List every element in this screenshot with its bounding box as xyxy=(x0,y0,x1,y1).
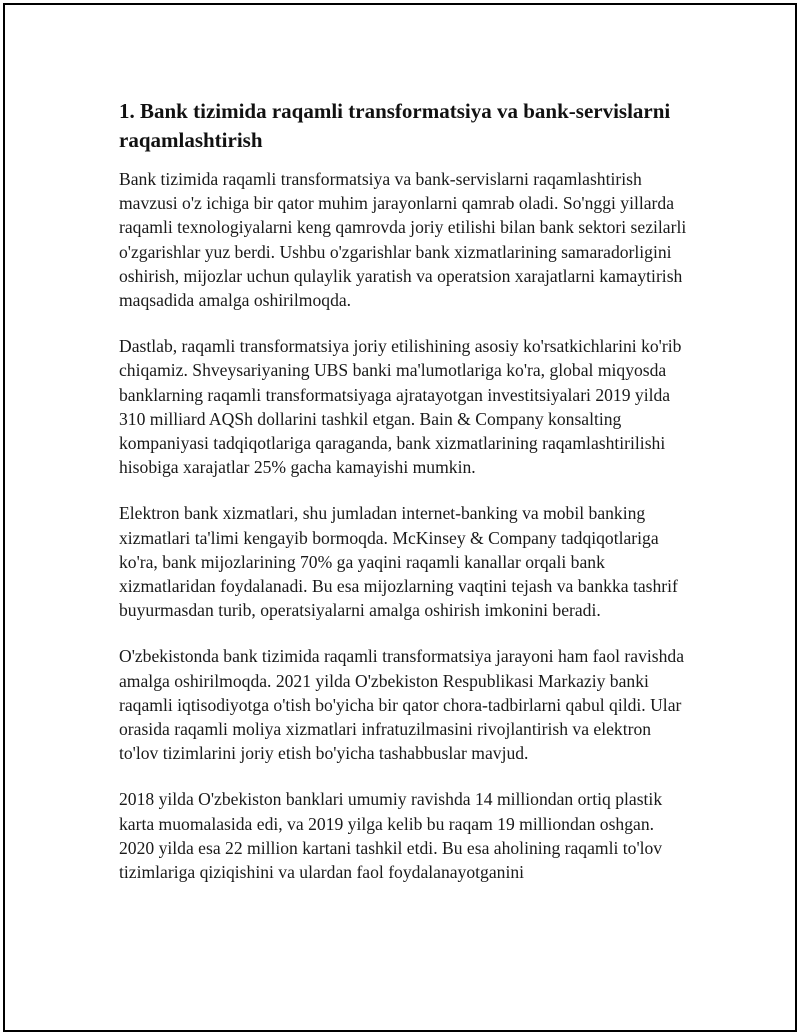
section-heading: 1. Bank tizimida raqamli transformatsiya va bank-servislarni raqamlashtirish xyxy=(119,99,671,152)
paragraph-3: Elektron bank xizmatlari, shu jumladan internet-banking va mobil banking xizmatlari ta'limi kengayib bormoqda. McKinsey & Company tadqiqotlariga ko'ra, bank mijozlarining 70% ga yaqini raqamli kanallar orqali bank xizmatlaridan foydalanadi. Bu esa mijozlarning vaqtini tejash va bankka tashrif buyurmasdan turib, operatsiyalarni amalga oshirish imkonini beradi. xyxy=(119,503,678,621)
paragraph-1: Bank tizimida raqamli transformatsiya va bank-servislarni raqamlashtirish mavzusi o'z ichiga bir qator muhim jarayonlarni qamrab oladi. So'nggi yillarda raqamli texnologiyalarni keng qamrovda joriy etilishi bilan bank sektori sezilarli o'zgarishlar yuz berdi. Ushbu o'zgarishlar bank xizmatlarining samaradorligini oshirish, mijozlar uchun qulaylik yaratish va operatsion xarajatlarni kamaytirish maqsadida amalga oshirilmoqda. xyxy=(119,169,687,311)
document-body xyxy=(119,97,689,906)
document-page xyxy=(3,3,797,1032)
paragraph-2: Dastlab, raqamli transformatsiya joriy etilishining asosiy ko'rsatkichlarini ko'rib chiqamiz. Shveysariyaning UBS banki ma'lumotlariga ko'ra, global miqyosda banklarning raqamli transformatsiyaga ajratayotgan investitsiyalari 2019 yilda 310 milliard AQSh dollarini tashkil etgan. Bain & Company konsalting kompaniyasi tadqiqotlariga qaraganda, bank xizmatlarining raqamlashtirilishi hisobiga xarajatlar 25% gacha kamayishi mumkin. xyxy=(119,336,682,478)
paragraph-5: 2018 yilda O'zbekiston banklari umumiy ravishda 14 milliondan ortiq plastik karta muomalasida edi, va 2019 yilga kelib bu raqam 19 milliondan oshgan. 2020 yilda esa 22 million kartani tashkil etdi. Bu esa aholining raqamli to'lov tizimlariga qiziqishini va ulardan faol foydalanayotganini xyxy=(119,789,663,883)
paragraph-4: O'zbekistonda bank tizimida raqamli transformatsiya jarayoni ham faol ravishda amalga oshirilmoqda. 2021 yilda O'zbekiston Respublikasi Markaziy banki raqamli iqtisodiyotga o'tish bo'yicha bir qator chora-tadbirlarni qabul qildi. Ular orasida raqamli moliya xizmatlari infratuzilmasini rivojlantirish va elektron to'lov tizimlarini joriy etish bo'yicha tashabbuslar mavjud. xyxy=(119,646,685,764)
